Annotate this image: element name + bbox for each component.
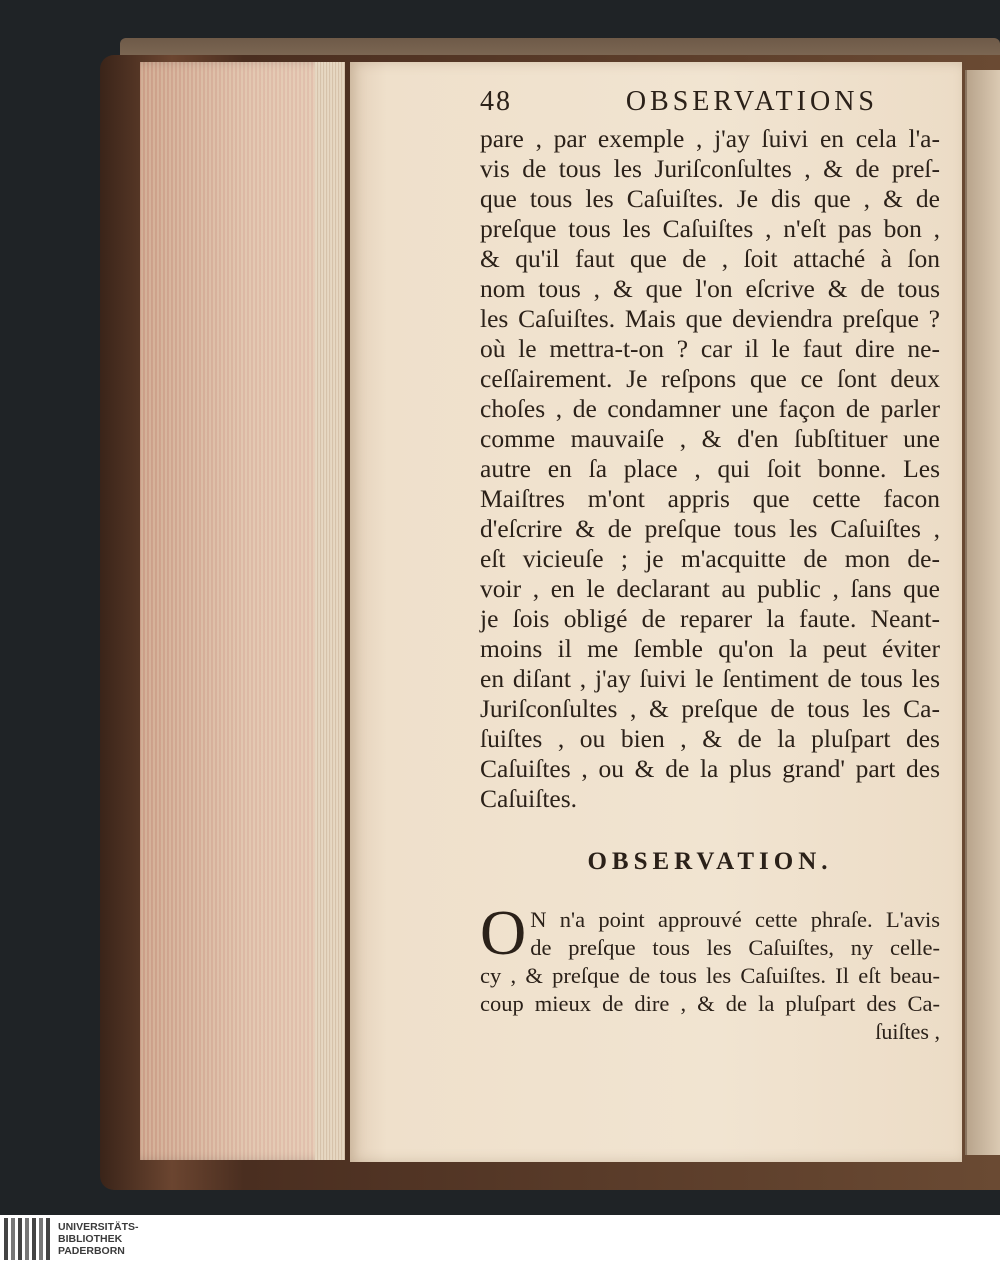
observation-opening [480, 897, 940, 968]
text-line: Caſuiſtes , ou & de la plus grand' part des [480, 754, 940, 783]
text-line: autre en ſa place , qui ſoit bonne. Les [480, 454, 940, 483]
text-line: Caſuiſtes. [480, 784, 578, 813]
text-line: d'eſcrire & de preſque tous les Caſuiſtes , [480, 514, 940, 543]
running-head [480, 86, 940, 118]
section-heading: OBSERVATION. [587, 848, 833, 875]
text-line: en diſant , j'ay ſuivi le ſentiment de tous les [480, 664, 940, 693]
text-line: coup mieux de dire , & de la pluſpart des Ca- [480, 991, 940, 1016]
page-number: 48 [480, 86, 512, 117]
text-line: ceſſairement. Je reſpons que ce ſont deux [480, 364, 940, 393]
next-page-edge [965, 70, 1000, 1155]
text-line: preſque tous les Caſuiſtes , n'eſt pas bon , [480, 214, 940, 243]
logo-line: UNIVERSITÄTS- [58, 1221, 139, 1233]
catchword: ſuiſtes , [875, 1019, 940, 1044]
observation-opening-lines [530, 906, 940, 962]
text-line: cy , & preſque de tous les Caſuiſtes. Il eſt beau- [480, 963, 940, 988]
main-paragraph [480, 124, 940, 814]
text-line: comme mauvaiſe , & d'en ſubſtituer une [480, 424, 940, 453]
running-title: OBSERVATIONS [625, 86, 878, 117]
text-line: eſt vicieuſe ; je m'acquitte de mon de- [480, 544, 940, 573]
text-line: où le mettra-t-on ? car il le faut dire ne- [480, 334, 940, 363]
text-line: & qu'il faut que de , ſoit attaché à ſon [480, 244, 940, 273]
text-line: moins il me ſemble qu'on la peut éviter [480, 634, 940, 663]
text-line: choſes , de condamner une façon de parler [480, 394, 940, 423]
observation-paragraph [480, 897, 940, 1046]
text-line: ſuiſtes , ou bien , & de la pluſpart des [480, 724, 940, 753]
text-line: Juriſconſultes , & preſque de tous les Ca- [480, 694, 940, 723]
page-edges [140, 62, 345, 1160]
logo-line: BIBLIOTHEK [58, 1233, 123, 1245]
footer-bar [0, 1215, 1000, 1265]
library-logo [4, 1218, 139, 1260]
text-line: nom tous , & que l'on eſcrive & de tous [480, 274, 940, 303]
logo-text [58, 1221, 139, 1257]
page-text [480, 86, 940, 1046]
text-line: vis de tous les Juriſconſultes , & de preſ- [480, 154, 940, 183]
logo-bars-icon [4, 1218, 50, 1260]
text-line: Maiſtres m'ont appris que cette facon [480, 484, 940, 513]
logo-line: PADERBORN [58, 1245, 125, 1257]
text-line: les Caſuiſtes. Mais que deviendra preſque ? [480, 304, 940, 333]
text-line: que tous les Caſuiſtes. Je dis que , & de [480, 184, 940, 213]
text-line: pare , par exemple , j'ay ſuivi en cela l'a- [480, 124, 940, 153]
text-line: N n'a point approuvé cette phraſe. L'avis [530, 907, 940, 932]
text-line: de preſque tous les Caſuiſtes, ny celle- [530, 935, 940, 960]
text-line: voir , en le declarant au public , ſans que [480, 574, 940, 603]
text-line: je ſois obligé de reparer la faute. Neant- [480, 604, 940, 633]
drop-cap: O [480, 897, 527, 968]
